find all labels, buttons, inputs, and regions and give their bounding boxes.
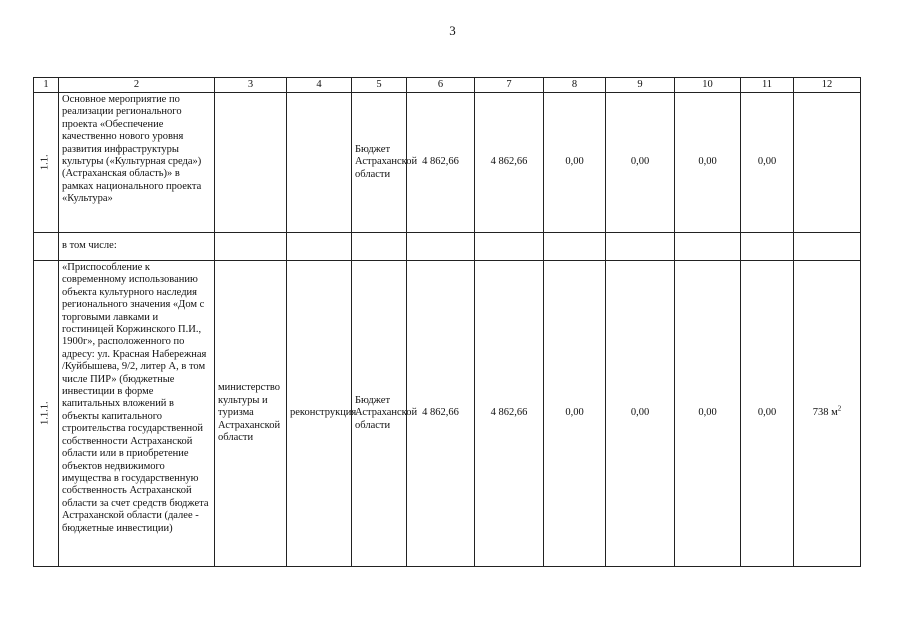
value-cell <box>606 233 675 261</box>
table-row <box>34 261 861 567</box>
value-cell: 0,00 <box>675 93 741 233</box>
value-cell: 0,00 <box>606 93 675 233</box>
value-cell <box>475 233 544 261</box>
row-number-cell <box>34 233 59 261</box>
value-cell <box>794 233 861 261</box>
value-cell: 0,00 <box>741 93 794 233</box>
column-header: 8 <box>544 78 606 93</box>
value-cell <box>544 233 606 261</box>
description-cell: в том числе: <box>59 233 215 261</box>
value-cell: 4 862,66 <box>407 261 475 567</box>
description-cell: Основное мероприятие по реализации регионального проекта «Обеспечение качественно нового уровня развития инфраструктуры культуры («Культурная среда») (Астраханская область)» в рамках национального проекта «Культура» <box>59 93 215 233</box>
column-header: 1 <box>34 78 59 93</box>
source-cell: Бюджет Астраханской области <box>352 93 407 233</box>
table-row <box>34 93 861 233</box>
executor-cell <box>215 93 287 233</box>
row-number: 1.1.1. <box>39 401 51 426</box>
value-cell: 0,00 <box>544 261 606 567</box>
column-header: 5 <box>352 78 407 93</box>
value-cell: 0,00 <box>544 93 606 233</box>
value-cell <box>675 233 741 261</box>
value-cell: 4 862,66 <box>407 93 475 233</box>
column-header: 7 <box>475 78 544 93</box>
description-cell: «Приспособление к современному использованию объекта культурного наследия регионального значения «Дом с торговыми лавками и гостиницей Коржинского П.И., 1900г», расположенного по адресу: ул. Красная Набережная /Куйбышева, 9/2, литер А, в том числе ПИР» (бюджетные инвестиции в форме капитальных вложений в объекты капитального строительства государственной собственности Астраханской области или в приобретение объектов недвижимого имущества в государственную собственность Астраханской области за счет средств бюджета Астраханской области (далее - бюджетные инвестиции) <box>59 261 215 567</box>
area-value: 738 м <box>812 407 838 419</box>
row-number-cell <box>34 93 59 233</box>
value-cell <box>407 233 475 261</box>
executor-cell <box>215 233 287 261</box>
row-number: 1.1. <box>39 154 51 171</box>
value-cell: 0,00 <box>741 261 794 567</box>
table-header-row <box>34 78 861 93</box>
column-header: 9 <box>606 78 675 93</box>
page-number: 3 <box>449 23 456 38</box>
value-cell: 4 862,66 <box>475 261 544 567</box>
area-cell <box>794 261 861 567</box>
source-cell <box>352 233 407 261</box>
column-header: 12 <box>794 78 861 93</box>
column-header: 2 <box>59 78 215 93</box>
type-cell <box>287 93 352 233</box>
executor-cell: министерство культуры и туризма Астраханской области <box>215 261 287 567</box>
value-cell: 0,00 <box>675 261 741 567</box>
value-cell <box>794 93 861 233</box>
table-row <box>34 233 861 261</box>
row-number-cell <box>34 261 59 567</box>
column-header: 11 <box>741 78 794 93</box>
source-cell: Бюджет Астраханской области <box>352 261 407 567</box>
column-header: 6 <box>407 78 475 93</box>
column-header: 10 <box>675 78 741 93</box>
value-cell: 4 862,66 <box>475 93 544 233</box>
type-cell <box>287 233 352 261</box>
value-cell: 0,00 <box>606 261 675 567</box>
budget-table <box>33 77 861 567</box>
area-unit-exponent: 2 <box>837 404 842 413</box>
column-header: 3 <box>215 78 287 93</box>
type-cell: реконструкция <box>287 261 352 567</box>
value-cell <box>741 233 794 261</box>
column-header: 4 <box>287 78 352 93</box>
